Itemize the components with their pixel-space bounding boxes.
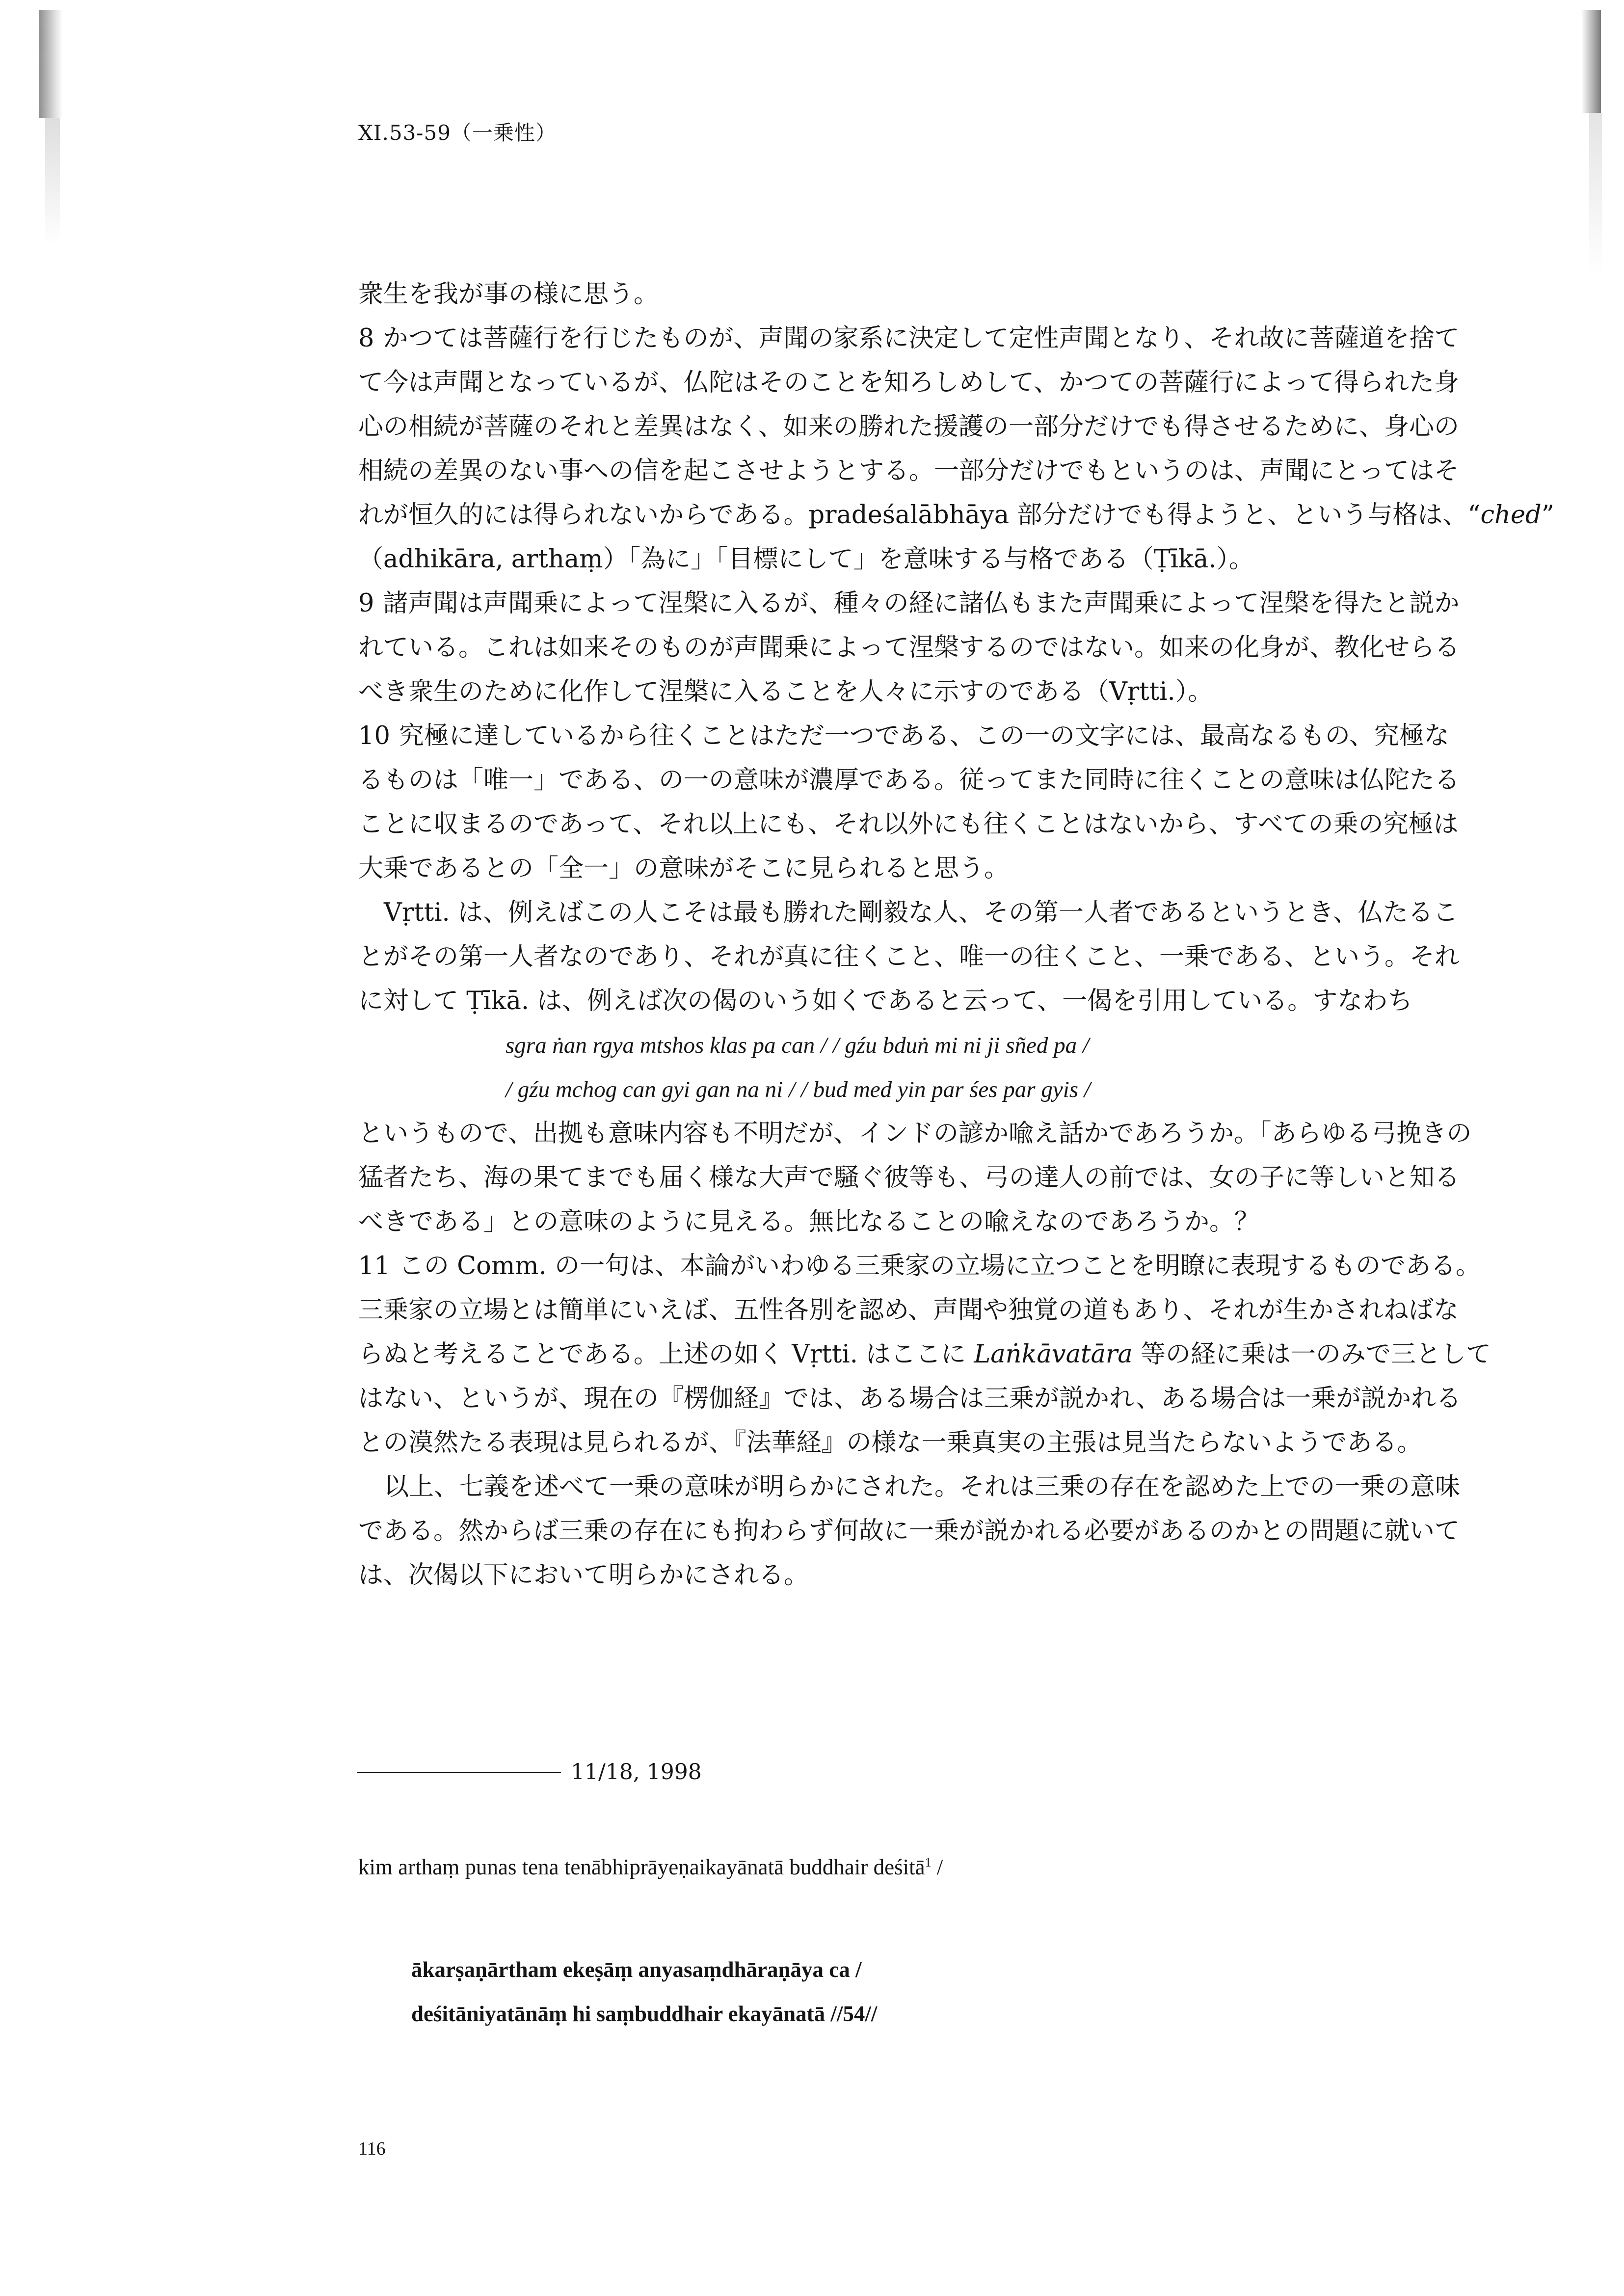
date-line	[357, 1760, 702, 1785]
page-number: 116	[358, 2138, 386, 2159]
text-segment: 究極に達しているから往くことはただ一つである、この一の文字には、最高なるもの、究極な	[399, 721, 1449, 750]
date-rule	[357, 1772, 561, 1773]
text-line: である。然からば三乗の存在にも拘わらず何故に一乗が説かれる必要があるのかとの問題に就いて	[358, 1517, 1460, 1546]
text-line: との漠然たる表現は見られるが、『法華経』の様な一乗真実の主張は見当たらないようである。	[358, 1428, 1422, 1457]
text-line: るものは「唯一」である、の一の意味が濃厚である。従ってまた同時に往くことの意味は仏陀たる	[358, 766, 1460, 795]
text-line: 三乗家の立場とは簡単にいえば、五性各別を認め、声聞や独覚の道もあり、それが生かされねばな	[358, 1296, 1459, 1325]
text-segment: 諸声聞は声聞乗によって涅槃に入るが、種々の経に諸仏もまた声聞乗によって涅槃を得たと説か	[383, 589, 1460, 618]
note-number: 11	[358, 1252, 390, 1281]
text-segment: ”	[1541, 501, 1554, 530]
text-line: 衆生を我が事の様に思う。	[358, 280, 659, 309]
tibetan-verse-line: sgra ṅan rgya mtshos klas pa can / / gźu bduṅ mi ni ji sñed pa /	[506, 1033, 1089, 1058]
sanskrit-intro-text: kim arthaṃ punas tena tenābhiprāyeṇaikayānatā buddhair deśitā	[358, 1855, 925, 1879]
text-line: れている。これは如来そのものが声聞乗によって涅槃するのではない。如来の化身が、教化せらる	[358, 633, 1460, 662]
scan-edge-right	[1581, 10, 1601, 113]
text-line	[358, 493, 1554, 537]
text-line: というもので、出拠も意味内容も不明だが、インドの諺か喩え話かであろうか。「あらゆる弓挽きの	[358, 1119, 1472, 1148]
scan-edge-left	[39, 10, 63, 118]
text-segment: らぬと考えることである。上述の如く Vṛtti. はここに	[358, 1340, 974, 1369]
note-number: 9	[358, 589, 374, 618]
note-number: 10	[358, 721, 390, 750]
date-text: 11/18, 1998	[571, 1760, 702, 1785]
text-line: は、次偈以下において明らかにされる。	[358, 1561, 809, 1590]
text-line: 相続の差異のない事への信を起こさせようとする。一部分だけでもというのは、声聞にとってはそ	[358, 456, 1459, 485]
text-line: 大乗であるとの「全一」の意味がそこに見られると思う。	[358, 854, 1010, 883]
text-line: ことに収まるのであって、それ以上にも、それ以外にも往くことはないから、すべての乗の究極は	[358, 810, 1459, 839]
running-head: XI.53-59（一乗性）	[358, 121, 557, 145]
text-segment: 等の経に乗は一のみで三として	[1132, 1340, 1491, 1369]
text-line: 猛者たち、海の果てまでも届く様な大声で騒ぐ彼等も、弓の達人の前では、女の子に等しいと知る	[358, 1163, 1460, 1192]
sanskrit-intro	[358, 1854, 943, 1880]
footnote-ref: 1	[925, 1855, 932, 1869]
note-10-line	[358, 714, 1512, 758]
text-line: て今は声聞となっているが、仏陀はそのことを知ろしめして、かつての菩薩行によって得られた身	[358, 368, 1459, 397]
note-11-line	[358, 1244, 1512, 1288]
scan-edge-left-shadow	[45, 118, 60, 245]
text-line: とがその第一人者なのであり、それが真に往くこと、唯一の往くこと、一乗である、という。それ	[358, 942, 1460, 971]
text-line: はない、というが、現在の『楞伽経』では、ある場合は三乗が説かれ、ある場合は一乗が説かれる	[358, 1384, 1462, 1413]
scan-edge-right-shadow	[1589, 113, 1602, 275]
italic-term: ched	[1480, 501, 1542, 530]
text-line: に対して Ṭīkā. は、例えば次の偈のいう如くであると云って、一偈を引用している。すなわち	[358, 987, 1413, 1015]
note-9-line	[358, 582, 1512, 626]
text-line: 心の相続が菩薩のそれと差異はなく、如来の勝れた援護の一部分だけでも得させるために、身心の	[358, 412, 1459, 441]
sanskrit-intro-tail: /	[931, 1855, 943, 1879]
text-line: （adhikāra, arthaṃ）「為に」「目標にして」を意味する与格である（Ṭīkā.）。	[358, 545, 1254, 574]
commentary-body	[358, 272, 1554, 1598]
sanskrit-verse-line-1: ākarṣaṇārtham ekeṣāṃ anyasaṃdhāraṇāya ca /	[411, 1957, 862, 1982]
text-line: べき衆生のために化作して涅槃に入ることを人々に示すのである（Vṛtti.）。	[358, 677, 1213, 706]
tibetan-verse-line: / gźu mchog can gyi gan na ni / / bud med yin par śes par gyis /	[506, 1077, 1091, 1102]
text-segment: れが恒久的には得られないからである。pradeśalābhāya 部分だけでも得ようと、という与格は、“	[358, 501, 1481, 530]
note-8-line	[358, 317, 1512, 361]
text-segment: この Comm. の一句は、本論がいわゆる三乗家の立場に立つことを明瞭に表現するものである。	[399, 1252, 1481, 1281]
text-line	[358, 1333, 1512, 1377]
text-line: Vṛtti. は、例えばこの人こそは最も勝れた剛毅な人、その第一人者であるというとき、仏たるこ	[384, 898, 1458, 927]
text-line: べきである」との意味のように見える。無比なることの喩えなのであろうか。？	[358, 1207, 1260, 1236]
sanskrit-verse-line-2: deśitāniyatānāṃ hi saṃbuddhair ekayānatā //54//	[411, 2002, 878, 2026]
text-segment: かつては菩薩行を行じたものが、声聞の家系に決定して定性声聞となり、それ故に菩薩道を捨て	[383, 324, 1460, 353]
text-line: 以上、七義を述べて一乗の意味が明らかにされた。それは三乗の存在を認めた上での一乗の意味	[384, 1472, 1461, 1501]
note-number: 8	[358, 324, 374, 353]
italic-term: Laṅkāvatāra	[974, 1340, 1133, 1369]
